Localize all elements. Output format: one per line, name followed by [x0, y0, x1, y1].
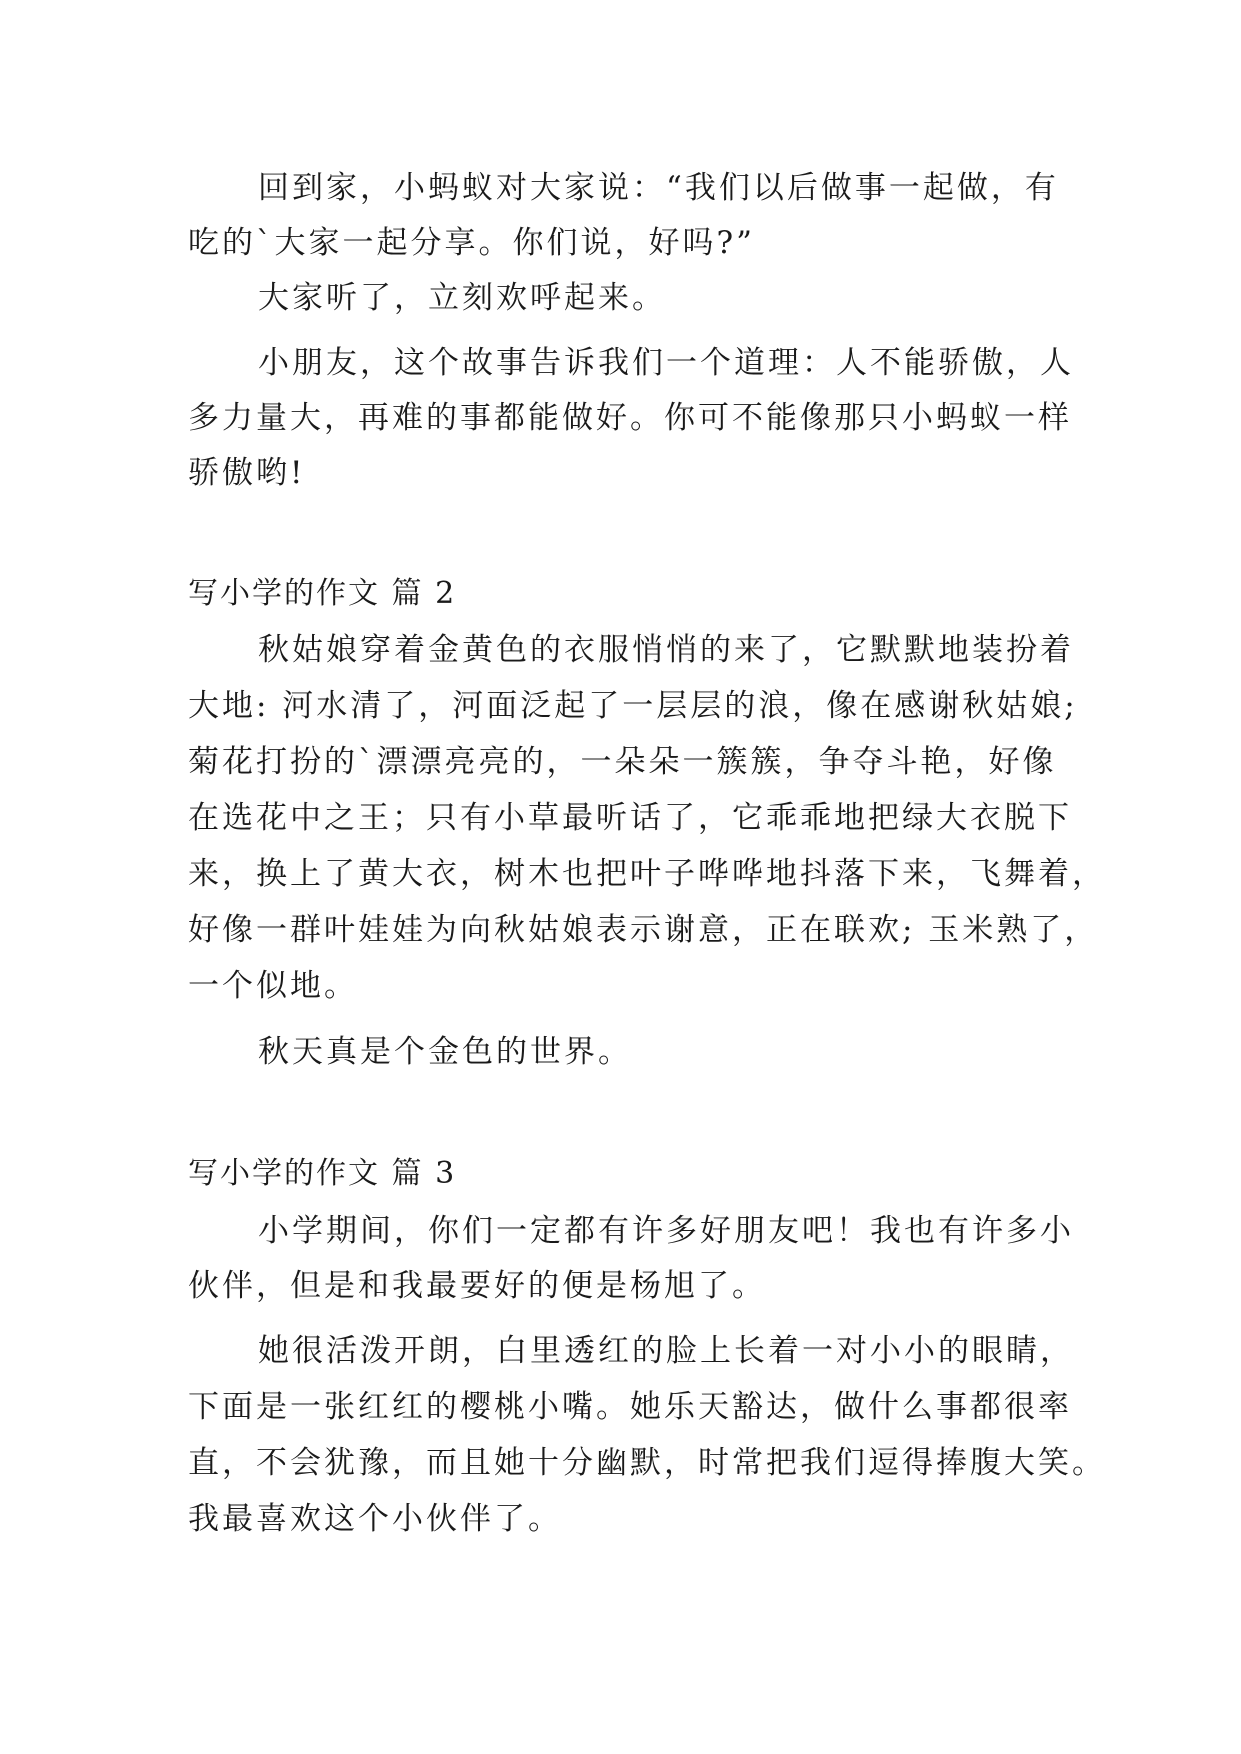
paragraph-line: 骄傲哟!: [188, 455, 306, 491]
paragraph-line: 一个似地。: [188, 968, 358, 1004]
section-heading: 写小学的作文 篇 2: [188, 576, 457, 611]
paragraph-line: 大家听了，立刻欢呼起来。: [258, 280, 666, 316]
paragraph-line: 在选花中之王；只有小草最听话了，它乖乖地把绿大衣脱下: [188, 800, 1072, 836]
paragraph-line: 小学期间，你们一定都有许多好朋友吧！我也有许多小: [258, 1213, 1074, 1249]
section-heading: 写小学的作文 篇 3: [188, 1156, 457, 1191]
paragraph-line: 我最喜欢这个小伙伴了。: [188, 1501, 562, 1537]
paragraph-line: 好像一群叶娃娃为向秋姑娘表示谢意，正在联欢; 玉米熟了，: [188, 912, 1099, 948]
paragraph-line: 她很活泼开朗，白里透红的脸上长着一对小小的眼睛，: [258, 1333, 1074, 1369]
paragraph-line: 伙伴，但是和我最要好的便是杨旭了。: [188, 1268, 766, 1304]
paragraph-line: 秋姑娘穿着金黄色的衣服悄悄的来了，它默默地装扮着: [258, 632, 1074, 668]
paragraph-line: 回到家，小蚂蚁对大家说：“我们以后做事一起做，有: [258, 170, 1059, 206]
paragraph-line: 直，不会犹豫，而且她十分幽默，时常把我们逗得捧腹大笑。: [188, 1445, 1106, 1481]
paragraph-line: 下面是一张红红的樱桃小嘴。她乐天豁达，做什么事都很率: [188, 1389, 1072, 1425]
paragraph-line: 多力量大，再难的事都能做好。你可不能像那只小蚂蚁一样: [188, 400, 1072, 436]
paragraph-line: 菊花打扮的`漂漂亮亮的，一朵朵一簇簇，争夺斗艳，好像: [188, 744, 1057, 780]
paragraph-line: 吃的`大家一起分享。你们说，好吗?”: [188, 225, 755, 261]
paragraph-line: 大地: 河水清了，河面泛起了一层层的浪，像在感谢秋姑娘;: [188, 688, 1078, 724]
paragraph-line: 小朋友，这个故事告诉我们一个道理：人不能骄傲，人: [258, 345, 1074, 381]
paragraph-line: 秋天真是个金色的世界。: [258, 1034, 632, 1070]
paragraph-line: 来，换上了黄大衣，树木也把叶子哗哗地抖落下来，飞舞着，: [188, 856, 1106, 892]
